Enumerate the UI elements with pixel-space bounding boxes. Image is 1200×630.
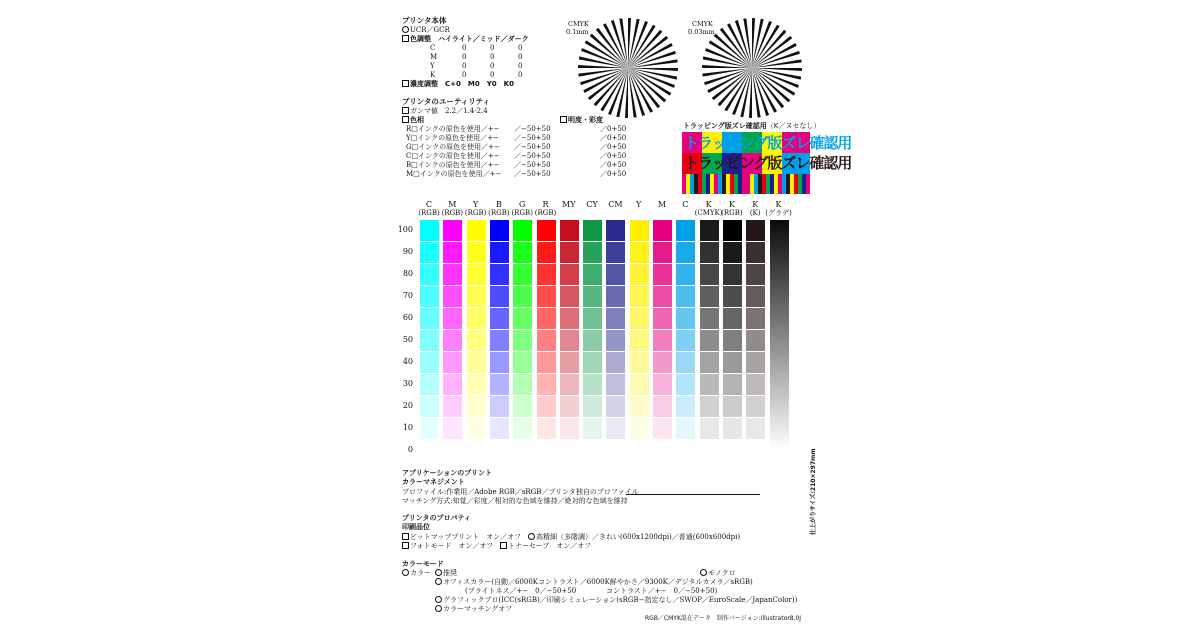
swatch-cell: [490, 308, 509, 329]
swatch-cell: [630, 396, 649, 417]
swatch-cell: [490, 330, 509, 351]
starburst-spoke: [732, 68, 752, 115]
swatch-cell: [467, 264, 486, 285]
swatch-cell: [606, 264, 625, 285]
toner-save-option: トナーセーブ オン／オフ: [500, 542, 591, 551]
ink-row-label: B□インクの原色を使用／+−: [406, 161, 500, 169]
column-header: M: [448, 200, 457, 209]
row-label: 100: [397, 225, 413, 234]
cmyk-row-value: 0: [490, 71, 495, 79]
swatch-cell: [560, 330, 579, 351]
ink-row-label: R□インクの原色を使用／+−: [406, 125, 500, 133]
swatch-cell: [560, 396, 579, 417]
swatch-cell: [467, 374, 486, 395]
swatch-cell: [676, 264, 695, 285]
starburst-1: [576, 16, 680, 120]
swatch-cell: [700, 220, 719, 241]
swatch-cell: [490, 242, 509, 263]
recommend-option: 推奨: [435, 569, 457, 578]
column-header: C: [425, 200, 433, 209]
swatch-cell: [513, 352, 532, 373]
swatch-cell: [420, 330, 439, 351]
swatch-cell: [723, 308, 742, 329]
swatch-cell: [583, 286, 602, 307]
column-header: K: [728, 200, 735, 209]
column-header: M: [657, 200, 667, 209]
ink-row-label: M□インクの原色を使用／+−: [406, 170, 502, 178]
ink-row-b: ／0+50: [600, 170, 627, 178]
gradient-swatch: [770, 220, 789, 450]
swatch-cell: [560, 374, 579, 395]
swatch-cell: [583, 418, 602, 439]
cmyk-row-value: 0: [518, 62, 523, 70]
swatch-cell: [746, 418, 765, 439]
starburst-2-size: 0.03mm: [688, 28, 715, 36]
starburst-1-size: 0.1mm: [566, 28, 589, 36]
color-matching-off-option: カラーマッチングオフ: [435, 605, 512, 614]
column-header: R: [542, 200, 549, 209]
column-subheader: (RGB): [721, 209, 743, 217]
trapping-text-1: トラッピング版ズレ確認用: [684, 134, 852, 152]
high-quality-option: 高精細（多階調）／きれい(600x1200dpi)／普通(600x600dpi): [528, 533, 740, 542]
swatch-cell: [653, 264, 672, 285]
ink-row-label: C□インクの原色を使用／+−: [406, 152, 500, 160]
column-subheader: (RGB): [534, 209, 557, 217]
contrast-setting: コントラスト／+− 0／−50+50): [606, 587, 718, 595]
swatch-cell: [490, 352, 509, 373]
swatch-cell: [723, 220, 742, 241]
starburst-2: [700, 16, 804, 120]
swatch-cell: [537, 264, 556, 285]
swatch-cell: [537, 418, 556, 439]
mono-option: モノクロ: [700, 569, 736, 578]
trapping-bar: [806, 174, 810, 194]
swatch-cell: [630, 418, 649, 439]
starburst-spoke: [581, 48, 628, 68]
trapping-bars: [682, 174, 810, 194]
swatch-cell: [420, 286, 439, 307]
swatch-cell: [606, 242, 625, 263]
swatch-cell: [630, 220, 649, 241]
starburst-spoke: [752, 68, 799, 88]
swatch-cell: [490, 418, 509, 439]
starburst-1-label: CMYK: [568, 20, 589, 28]
swatch-cell: [630, 264, 649, 285]
column-header: K: [752, 200, 759, 209]
bitmap-option: ビットマッププリント オン／オフ: [402, 533, 521, 542]
swatch-cell: [746, 286, 765, 307]
swatch-cell: [723, 396, 742, 417]
swatch-cell: [467, 396, 486, 417]
swatch-cell: [420, 264, 439, 285]
ink-row-b: ／0+50: [600, 143, 627, 151]
swatch-cell: [653, 374, 672, 395]
swatch-cell: [513, 374, 532, 395]
trapping-title: トラッピング版ズレ確認用（K／ヌセなし）: [683, 122, 821, 130]
swatch-cell: [443, 264, 462, 285]
swatch-cell: [746, 308, 765, 329]
swatch-cell: [560, 308, 579, 329]
color-adjust-option: 色調整 ハイライト／ミッド／ダーク: [402, 35, 529, 44]
ink-row-a: ／−50+50: [514, 161, 551, 169]
swatch-cell: [653, 286, 672, 307]
swatch-cell: [420, 220, 439, 241]
starburst-spoke: [628, 68, 675, 88]
swatch-cell: [606, 330, 625, 351]
swatch-cell: [653, 396, 672, 417]
cmyk-row-value: 0: [518, 71, 523, 79]
swatch-cell: [583, 352, 602, 373]
starburst-spoke: [628, 21, 648, 68]
swatch-cell: [723, 242, 742, 263]
swatch-cell: [537, 396, 556, 417]
swatch-cell: [606, 352, 625, 373]
column-subheader: (RGB): [464, 209, 487, 217]
column-header: C: [682, 200, 689, 209]
hue-option: 色相: [402, 116, 424, 125]
cmyk-row-label: K: [430, 71, 436, 79]
profile-underline: [626, 494, 760, 495]
swatch-cell: [723, 352, 742, 373]
ucr-option: UCR／GCR: [402, 26, 450, 35]
swatch-cell: [467, 220, 486, 241]
swatch-cell: [583, 264, 602, 285]
swatch-cell: [490, 264, 509, 285]
swatch-cell: [606, 220, 625, 241]
column-header: Y: [472, 200, 479, 209]
swatch-cell: [490, 374, 509, 395]
swatch-cell: [513, 330, 532, 351]
column-subheader: (RGB): [511, 209, 533, 217]
swatch-cell: [676, 374, 695, 395]
column-subheader: (RGB): [488, 209, 510, 217]
swatch-cell: [537, 374, 556, 395]
color-option: カラー: [402, 569, 431, 578]
swatch-cell: [443, 330, 462, 351]
color-management-title: カラーマネジメント: [402, 478, 465, 486]
swatch-cell: [700, 418, 719, 439]
density-option: 濃度調整 C+0 M0 Y0 K0: [402, 80, 514, 89]
column-subheader: (CMYK): [694, 209, 723, 217]
swatch-cell: [583, 396, 602, 417]
swatch-cell: [443, 374, 462, 395]
row-label: 10: [402, 423, 413, 432]
photo-mode-option: フォトモード オン／オフ: [402, 542, 493, 551]
swatch-cell: [513, 286, 532, 307]
ink-row-b: ／0+50: [600, 161, 627, 169]
swatch-cell: [700, 352, 719, 373]
swatch-cell: [420, 308, 439, 329]
swatch-cell: [467, 242, 486, 263]
swatch-cell: [537, 242, 556, 263]
swatch-cell: [443, 308, 462, 329]
column-header: K: [705, 200, 712, 209]
swatch-cell: [467, 286, 486, 307]
swatch-cell: [513, 220, 532, 241]
swatch-cell: [443, 418, 462, 439]
ink-row-a: ／−50+50: [514, 152, 551, 160]
swatch-cell: [606, 374, 625, 395]
swatch-cell: [676, 352, 695, 373]
swatch-cell: [420, 374, 439, 395]
starburst-2-label: CMYK: [692, 20, 713, 28]
ink-row-a: ／−50+50: [514, 143, 551, 151]
swatch-cell: [700, 264, 719, 285]
swatch-cell: [746, 330, 765, 351]
swatch-cell: [653, 352, 672, 373]
swatch-cell: [490, 396, 509, 417]
cmyk-row-value: 0: [462, 44, 467, 52]
swatch-cell: [630, 374, 649, 395]
swatch-cell: [746, 264, 765, 285]
row-label: 90: [402, 247, 413, 256]
column-header: CM: [608, 200, 623, 209]
ink-row-b: ／0+50: [600, 152, 627, 160]
column-subheader: (RGB): [418, 209, 440, 217]
brightness-option: 明度・彩度: [560, 116, 603, 125]
swatch-cell: [676, 242, 695, 263]
row-label: 20: [402, 401, 413, 410]
swatch-cell: [560, 220, 579, 241]
column-header: G: [518, 200, 526, 209]
gamma-option: ガンマ値 2.2／1.4-2.4: [402, 107, 488, 116]
swatch-cell: [746, 242, 765, 263]
cmyk-row-label: C: [430, 44, 436, 52]
starburst-spoke: [705, 48, 752, 68]
swatch-cell: [420, 396, 439, 417]
cmyk-row-value: 0: [518, 53, 523, 61]
row-label: 50: [402, 335, 413, 344]
properties-title: プリンタのプロパティ: [402, 514, 471, 522]
swatch-cell: [676, 308, 695, 329]
swatch-cell: [700, 330, 719, 351]
swatch-cell: [630, 308, 649, 329]
trapping-text-2: トラッピング版ズレ確認用: [684, 154, 852, 172]
brightness-setting: (ブライトネス／+− 0／−50+50: [465, 587, 577, 595]
trapping-block: [682, 132, 852, 194]
swatch-cell: [606, 418, 625, 439]
swatch-cell: [630, 242, 649, 263]
swatch-cell: [443, 286, 462, 307]
swatch-cell: [490, 220, 509, 241]
swatch-cell: [676, 330, 695, 351]
swatch-cell: [583, 308, 602, 329]
row-label: 0: [407, 445, 413, 454]
swatch-cell: [653, 242, 672, 263]
swatch-cell: [513, 242, 532, 263]
footer-note: RGB／CMYK混在データ 制作バージョン:Illustrator8.0J: [645, 615, 802, 622]
column-header: K: [775, 200, 782, 209]
swatch-cell: [490, 286, 509, 307]
swatch-cell: [537, 330, 556, 351]
column-header: MY: [562, 200, 576, 209]
swatch-cell: [630, 330, 649, 351]
column-header: B: [495, 200, 502, 209]
swatch-cell: [467, 330, 486, 351]
swatch-cell: [700, 308, 719, 329]
swatch-cell: [583, 330, 602, 351]
ink-row-a: ／−50+50: [514, 134, 551, 142]
swatch-cell: [583, 242, 602, 263]
cmyk-row-value: 0: [490, 62, 495, 70]
graphic-pro-option: グラフィックプロ(ICC(sRGB)／印刷シミュレーション(sRGB−指定なし／SWOP／EuroScale／JapanColor)): [435, 596, 797, 605]
cmyk-row-value: 0: [490, 44, 495, 52]
swatch-cell: [560, 264, 579, 285]
row-label: 40: [402, 357, 413, 366]
swatch-cell: [467, 418, 486, 439]
swatch-cell: [537, 220, 556, 241]
cmyk-row-label: Y: [430, 62, 435, 70]
swatch-cell: [443, 396, 462, 417]
swatch-cell: [583, 220, 602, 241]
ink-row-label: G□インクの原色を使用／+−: [406, 143, 500, 151]
swatch-cell: [420, 418, 439, 439]
swatch-cell: [700, 396, 719, 417]
swatch-cell: [723, 374, 742, 395]
swatch-cell: [583, 374, 602, 395]
row-label: 80: [402, 269, 413, 278]
swatch-cell: [537, 352, 556, 373]
ink-row-b: ／0+50: [600, 125, 627, 133]
swatch-cell: [443, 220, 462, 241]
swatch-cell: [467, 308, 486, 329]
swatch-cell: [723, 286, 742, 307]
swatch-cell: [700, 286, 719, 307]
swatch-cell: [676, 220, 695, 241]
swatch-cell: [723, 330, 742, 351]
swatch-cell: [606, 396, 625, 417]
swatch-cell: [513, 264, 532, 285]
swatch-cell: [653, 308, 672, 329]
column-subheader: (グラデ): [765, 209, 792, 217]
swatch-cell: [513, 418, 532, 439]
swatch-cell: [443, 352, 462, 373]
swatch-cell: [606, 308, 625, 329]
swatch-cell: [653, 220, 672, 241]
swatch-cell: [560, 418, 579, 439]
cmyk-row-value: 0: [462, 62, 467, 70]
swatch-cell: [653, 330, 672, 351]
cmyk-row-label: M: [430, 53, 438, 61]
swatch-cell: [676, 418, 695, 439]
swatch-cell: [513, 396, 532, 417]
column-subheader: (RGB): [441, 209, 464, 217]
swatch-cell: [653, 418, 672, 439]
app-print-title: アプリケーションのプリント: [402, 469, 493, 477]
swatch-cell: [746, 220, 765, 241]
quality-title: 印刷品位: [402, 523, 430, 531]
ink-row-b: ／0+50: [600, 134, 627, 142]
cmyk-row-value: 0: [462, 71, 467, 79]
profile-option: プロファイル:作業用／Adobe RGB／sRGB／プリンタ独自のプロファイル: [402, 488, 639, 496]
swatch-cell: [723, 418, 742, 439]
swatch-cell: [606, 286, 625, 307]
finished-size-note: 仕上がりサイズ:210×297mm: [810, 448, 817, 535]
swatch-cell: [420, 352, 439, 373]
swatch-cell: [746, 374, 765, 395]
swatch-cell: [560, 286, 579, 307]
row-label: 60: [402, 313, 413, 322]
swatch-cell: [676, 286, 695, 307]
column-header: CY: [586, 200, 598, 209]
swatch-cell: [746, 352, 765, 373]
matching-option: マッチング方式:知覚／彩度／相対的な色域を維持／絶対的な色域を維持: [402, 497, 628, 505]
swatch-cell: [537, 308, 556, 329]
cmyk-row-value: 0: [490, 53, 495, 61]
swatch-cell: [537, 286, 556, 307]
ink-row-a: ／−50+50: [514, 170, 551, 178]
swatch-cell: [467, 352, 486, 373]
cmyk-row-value: 0: [518, 44, 523, 52]
utility-title: プリンタのユーティリティ: [402, 97, 491, 106]
color-mode-title: カラーモード: [402, 560, 444, 568]
swatch-cell: [560, 242, 579, 263]
swatch-cell: [630, 352, 649, 373]
starburst-spoke: [608, 68, 628, 115]
swatch-cell: [420, 242, 439, 263]
column-header: Y: [636, 200, 642, 209]
starburst-spoke: [752, 21, 772, 68]
swatch-cell: [700, 242, 719, 263]
swatch-cell: [746, 396, 765, 417]
column-subheader: (K): [749, 209, 761, 217]
swatch-cell: [723, 264, 742, 285]
ink-row-label: Y□インクの原色を使用／+−: [406, 134, 499, 142]
swatch-cell: [560, 352, 579, 373]
swatch-cell: [700, 374, 719, 395]
office-color-option: オフィスカラー(自動／6000Kコントラスト／6000K鮮やかさ／9300K／デジタルカメラ／sRGB): [435, 578, 753, 587]
swatch-cell: [443, 242, 462, 263]
row-label: 70: [402, 291, 413, 300]
swatch-cell: [676, 396, 695, 417]
swatch-cell: [630, 286, 649, 307]
printer-body-title: プリンタ本体: [402, 16, 447, 25]
swatch-cell: [513, 308, 532, 329]
cmyk-row-value: 0: [462, 53, 467, 61]
ink-row-a: ／−50+50: [514, 125, 551, 133]
row-label: 30: [402, 379, 413, 388]
